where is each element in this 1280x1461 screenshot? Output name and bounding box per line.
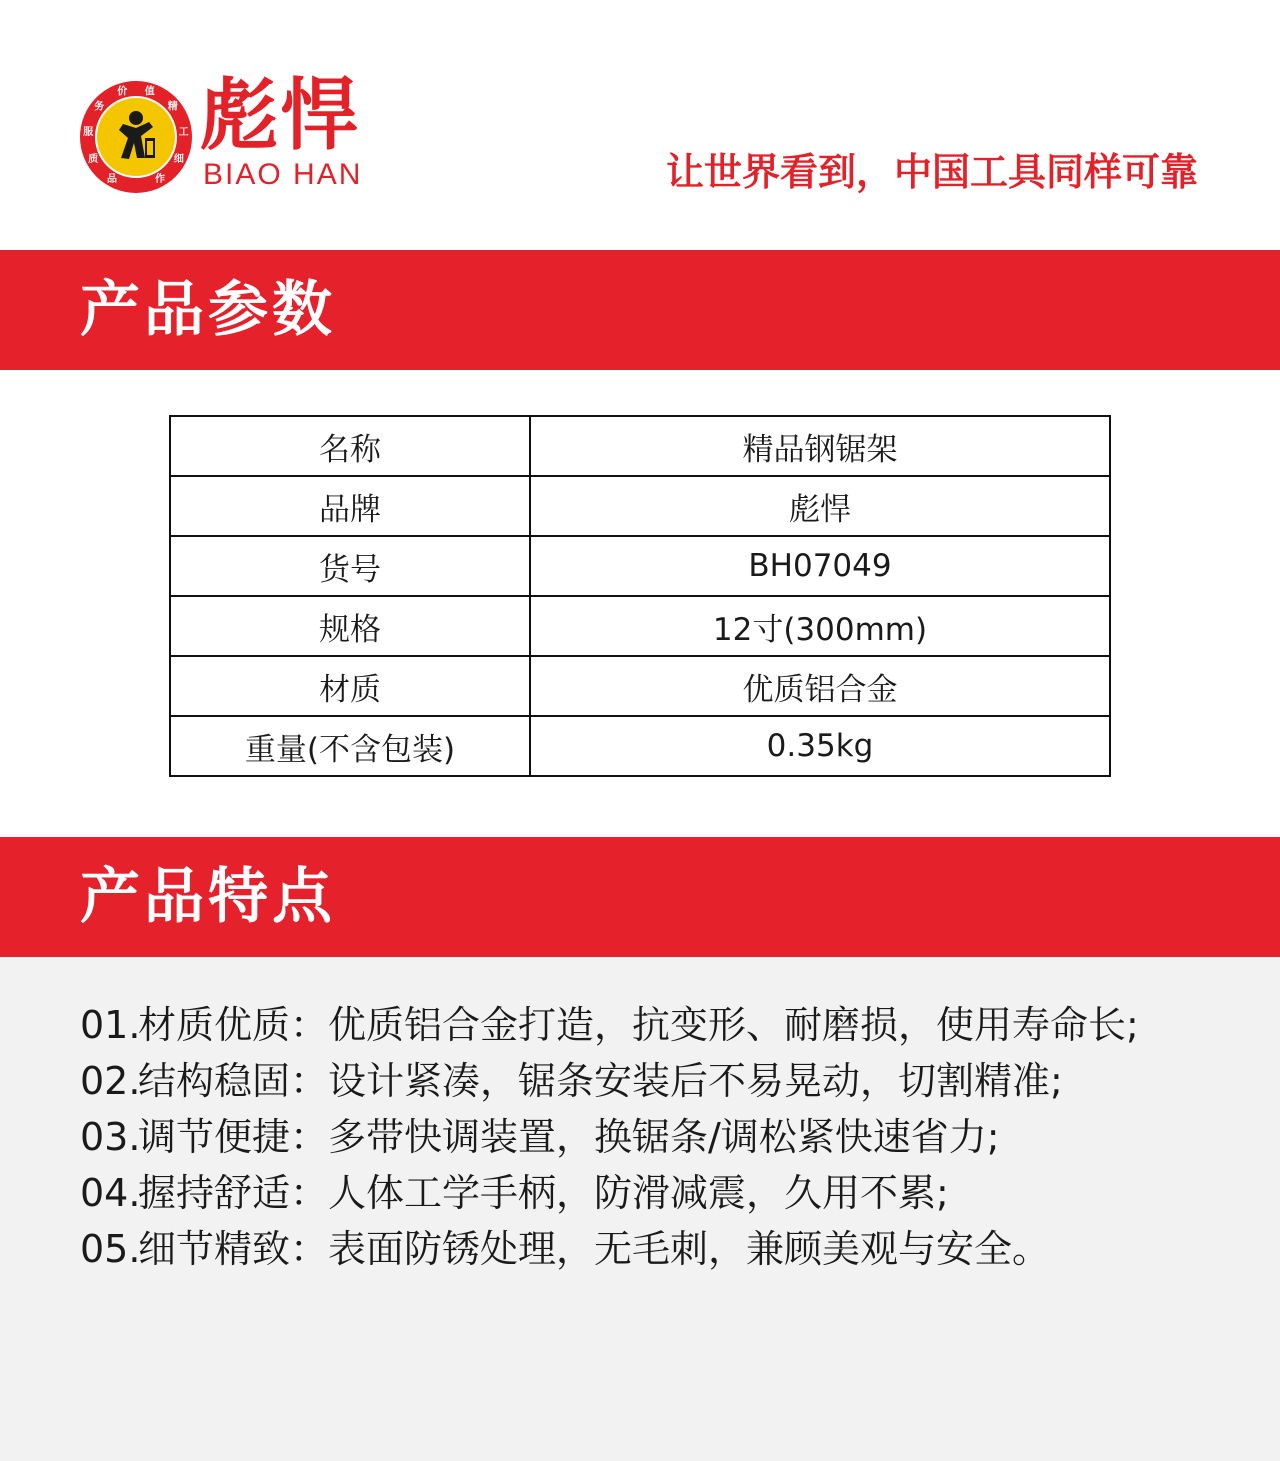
feature-text: 结构稳固：设计紧凑，锯条安装后不易晃动，切割精准;	[138, 1059, 1063, 1103]
param-label: 材质	[170, 656, 530, 716]
feature-text: 调节便捷：多带快调装置，换锯条/调松紧快速省力;	[138, 1115, 1000, 1159]
features-area	[0, 957, 1280, 1461]
page-header	[0, 0, 1280, 250]
param-value: 彪悍	[530, 476, 1110, 536]
emblem-char: 品	[107, 174, 117, 186]
features-section-bar	[0, 837, 1280, 957]
param-label: 货号	[170, 536, 530, 596]
feature-number: 01.	[80, 1003, 141, 1047]
feature-text: 材质优质：优质铝合金打造，抗变形、耐磨损，使用寿命长;	[138, 1003, 1139, 1047]
feature-number: 03.	[80, 1115, 141, 1159]
feature-item	[80, 1109, 1200, 1165]
feature-number: 02.	[80, 1059, 141, 1103]
params-table-row	[170, 416, 1110, 476]
emblem-char: 精	[167, 101, 178, 113]
params-table-row	[170, 656, 1110, 716]
param-label: 重量(不含包装)	[170, 716, 530, 776]
feature-item	[80, 1165, 1200, 1221]
param-label: 名称	[170, 416, 530, 476]
feature-item	[80, 1221, 1200, 1277]
brand-slogan: 让世界看到，中国工具同样可靠	[665, 150, 1198, 194]
params-section-bar	[0, 250, 1280, 370]
param-value: 精品钢锯架	[530, 416, 1110, 476]
param-value: 0.35kg	[530, 716, 1110, 776]
param-value: 优质铝合金	[530, 656, 1110, 716]
params-table-row	[170, 476, 1110, 536]
param-value: 12寸(300mm)	[530, 596, 1110, 656]
param-label: 规格	[170, 596, 530, 656]
brand-name-en: BIAO HAN	[203, 158, 363, 191]
feature-text: 细节精致：表面防锈处理，无毛刺，兼顾美观与安全。	[138, 1227, 1051, 1271]
brand-name-cn: 彪悍	[200, 71, 361, 161]
emblem-char: 细	[173, 154, 184, 165]
params-area	[0, 370, 1280, 837]
emblem-char: 值	[144, 86, 155, 98]
params-table-row	[170, 536, 1110, 596]
emblem-char: 价	[117, 86, 128, 98]
params-section-title: 产品参数	[80, 275, 336, 345]
features-section-title: 产品特点	[80, 862, 336, 932]
emblem-char: 工	[178, 126, 189, 138]
emblem-char: 质	[88, 154, 99, 165]
params-table	[169, 415, 1111, 777]
feature-number: 04.	[80, 1171, 141, 1215]
brand-emblem-icon	[79, 80, 193, 194]
params-table-row	[170, 716, 1110, 776]
params-table-row	[170, 596, 1110, 656]
param-label: 品牌	[170, 476, 530, 536]
emblem-char: 务	[94, 101, 105, 113]
emblem-char: 服	[83, 126, 94, 138]
emblem-char: 作	[155, 174, 165, 186]
features-list	[80, 997, 1200, 1277]
param-value: BH07049	[530, 536, 1110, 596]
feature-number: 05.	[80, 1227, 141, 1271]
feature-text: 握持舒适：人体工学手柄，防滑减震，久用不累;	[138, 1171, 949, 1215]
feature-item	[80, 997, 1200, 1053]
feature-item	[80, 1053, 1200, 1109]
